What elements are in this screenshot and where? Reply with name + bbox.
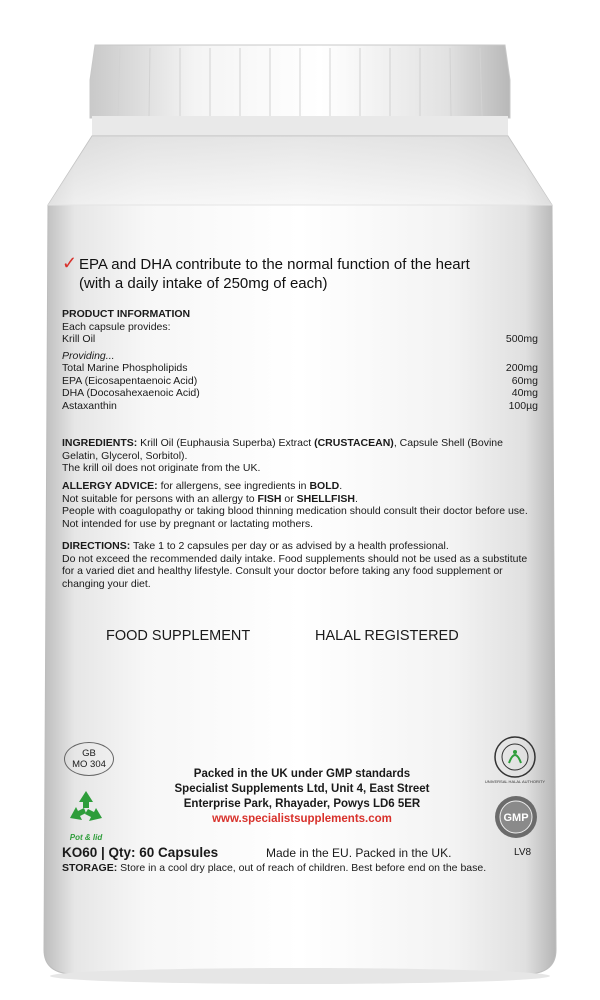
recycle-caption: Pot & lid <box>69 833 103 842</box>
health-claim <box>62 255 538 293</box>
product-info-heading: PRODUCT INFORMATION <box>62 308 191 320</box>
halal-logo-text: UNIVERSAL HALAL AUTHORITY <box>484 779 546 784</box>
nutrient-row: Astaxanthin 100µg <box>62 399 538 412</box>
product-code: KO60 | Qty: 60 Capsules <box>62 845 219 860</box>
product-label <box>62 253 546 905</box>
product-information <box>62 308 538 412</box>
claim-line-1: EPA and DHA contribute to the normal function of the heart <box>79 256 470 273</box>
providing-label: Providing... <box>62 349 115 362</box>
halal-authority-logo <box>484 733 546 785</box>
recycle-mark <box>64 788 108 846</box>
nutrient-row: EPA (Eicosapentaenoic Acid) 60mg <box>62 374 538 387</box>
halal-registered-text: HALAL REGISTERED <box>315 628 459 644</box>
ingredients-section: INGREDIENTS: Krill Oil (Euphausia Superba) Extract (CRUSTACEAN), Capsule Shell (Bovine Gelatin, Glycerol, Sorbitol). The krill oil does not originate from the UK. <box>62 437 503 474</box>
recycle-icon <box>66 788 106 828</box>
gmp-logo <box>494 795 538 839</box>
origin-text: Made in the EU. Packed in the UK. <box>266 846 452 860</box>
directions-section: DIRECTIONS: Take 1 to 2 capsules per day or as advised by a health professional. Do not exceed the recommended daily intake. Food supplements should not be used as a substitute for a varied diet and healthy lifestyle. Consult your doctor before taking any food supplement or changing your diet. <box>62 540 528 590</box>
gmp-icon <box>494 795 538 839</box>
website-link: www.specialistsupplements.com <box>212 813 392 825</box>
storage-section: STORAGE: Store in a cool dry place, out of reach of children. Best before end on the base. <box>62 862 487 874</box>
food-supplement-text: FOOD SUPPLEMENT <box>106 628 251 644</box>
claim-line-2: (with a daily intake of 250mg of each) <box>79 275 328 292</box>
nutrient-row: Krill Oil 500mg <box>62 333 538 345</box>
nutrient-row: Total Marine Phospholipids 200mg <box>62 362 538 374</box>
version-code: LV8 <box>514 847 532 858</box>
checkmark-icon: ✓ <box>62 253 78 273</box>
product-info-intro: Each capsule provides: <box>62 320 171 333</box>
gmp-logo-text: GMP <box>503 812 529 824</box>
allergy-section: ALLERGY ADVICE: for allergens, see ingredients in BOLD. Not suitable for persons with an allergy to FISH or SHELLFISH. People with coagulopathy or taking blood thinning medication should consult their doctor before use. Not intended for use by pregnant or lactating mothers. <box>62 480 528 530</box>
gb-mark: GB MO 304 <box>64 742 114 776</box>
halal-icon <box>484 733 546 785</box>
nutrient-row: DHA (Docosahexaenoic Acid) 40mg <box>62 387 538 399</box>
packer-address: Packed in the UK under GMP standards Specialist Supplements Ltd, Unit 4, East Street Enterprise Park, Rhayader, Powys LD6 5ER www.specialistsupplements.com <box>122 767 482 827</box>
